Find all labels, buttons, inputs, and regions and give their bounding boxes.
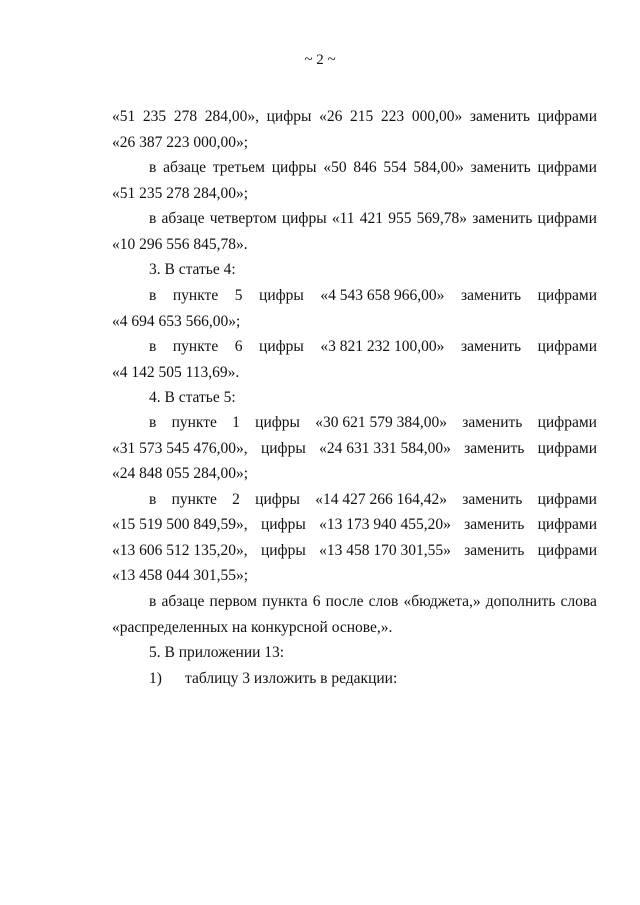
word: 584,00» — [413, 159, 464, 176]
word: цифры — [255, 414, 300, 431]
word: 223 — [380, 108, 405, 125]
word: абзаце — [161, 210, 205, 227]
word: в — [149, 593, 157, 610]
word: 421 — [359, 210, 383, 227]
text-line: «4 142 505 113,69». — [112, 364, 240, 381]
list-item-text: таблицу 3 изложить в редакции: — [185, 670, 398, 687]
word: заменить — [460, 287, 522, 304]
word: «13 606 512 135,20», — [112, 542, 248, 559]
word: «14 427 266 164,42» — [315, 491, 447, 508]
text-line: «26 387 223 000,00»; — [112, 134, 249, 151]
page-number: ~ 2 ~ — [304, 52, 336, 68]
word: 569,78» — [416, 210, 468, 227]
word: заменить — [464, 542, 525, 559]
word: цифры — [255, 491, 300, 508]
word: цифрами — [537, 516, 597, 533]
word: заменить — [469, 108, 530, 125]
text-line: «распределенных на конкурсной основе,». — [112, 619, 393, 636]
word: «3 821 232 100,00» — [320, 338, 445, 355]
list-number: 1) — [149, 670, 162, 687]
text-line: «13 458 044 301,55»; — [112, 567, 249, 584]
word: заменить — [464, 516, 525, 533]
word: 1 — [232, 414, 240, 431]
word: абзаце — [163, 159, 207, 176]
word: пункте — [172, 338, 219, 355]
word: заменить — [470, 159, 531, 176]
text-line — [112, 514, 597, 536]
section-heading: 5. В приложении 13: — [149, 644, 285, 661]
section-heading: 4. В статье 5: — [149, 389, 236, 406]
word: цифрами — [537, 159, 597, 176]
word: цифры — [281, 210, 327, 227]
word: цифрами — [537, 414, 597, 431]
word: цифрами — [537, 338, 597, 355]
word: первом — [209, 593, 257, 610]
word: заменить — [460, 338, 522, 355]
text-line — [149, 208, 597, 230]
text-line: «51 235 278 284,00»; — [112, 185, 249, 202]
section-heading: 3. В статье 4: — [149, 261, 236, 278]
word: заменить — [472, 210, 533, 227]
word: в — [149, 210, 157, 227]
word: 284,00», — [204, 108, 259, 125]
word: 235 — [142, 108, 167, 125]
word: цифры — [260, 542, 306, 559]
word: «51 — [112, 108, 136, 125]
word: цифрами — [537, 542, 597, 559]
word: 554 — [383, 159, 407, 176]
word: заменить — [464, 440, 525, 457]
word: 278 — [173, 108, 198, 125]
word: цифры — [259, 338, 304, 355]
text-line — [112, 438, 597, 460]
word: цифры — [260, 440, 306, 457]
word: «31 573 545 476,00», — [112, 440, 248, 457]
word: слов — [368, 593, 399, 610]
word: в — [149, 287, 157, 304]
word: 2 — [232, 491, 240, 508]
text-line: «10 296 556 845,78». — [112, 236, 248, 253]
word: 846 — [353, 159, 377, 176]
word: пункте — [171, 491, 217, 508]
word: в — [149, 159, 157, 176]
word: дополнить — [485, 593, 556, 610]
word: «15 519 500 849,59», — [112, 516, 248, 533]
text-line — [149, 591, 597, 613]
word: цифры — [271, 159, 317, 176]
word: заменить — [462, 414, 523, 431]
word: «11 — [331, 210, 355, 227]
word: слова — [560, 593, 597, 610]
text-line — [149, 336, 597, 358]
word: «13 173 940 455,20» — [319, 516, 451, 533]
word: «24 631 331 584,00» — [319, 440, 451, 457]
text-line: «24 848 055 284,00»; — [112, 465, 249, 482]
word: «бюджета,» — [403, 593, 481, 610]
text-line — [149, 157, 597, 179]
text-line — [112, 106, 597, 128]
word: в — [149, 338, 157, 355]
word: цифры — [266, 108, 312, 125]
text-line — [149, 285, 597, 307]
word: цифрами — [537, 287, 597, 304]
word: цифрами — [537, 440, 597, 457]
text-line — [112, 540, 597, 562]
word: «13 458 170 301,55» — [319, 542, 451, 559]
word: пункта — [262, 593, 308, 610]
word: третьем — [212, 159, 265, 176]
word: цифрами — [537, 210, 597, 227]
word: пункте — [172, 287, 219, 304]
text-line — [149, 412, 597, 434]
word: цифрами — [537, 108, 597, 125]
word: после — [325, 593, 364, 610]
word: 215 — [350, 108, 374, 125]
word: 5 — [234, 287, 243, 304]
word: цифрами — [537, 491, 597, 508]
word: «26 — [319, 108, 343, 125]
word: «30 621 579 384,00» — [315, 414, 447, 431]
text-line: «4 694 653 566,00»; — [112, 313, 241, 330]
word: в — [149, 491, 157, 508]
word: 6 — [234, 338, 243, 355]
word: цифры — [260, 516, 306, 533]
word: в — [149, 414, 157, 431]
word: 6 — [312, 593, 321, 610]
word: «50 — [323, 159, 347, 176]
word: цифры — [259, 287, 304, 304]
word: 955 — [388, 210, 412, 227]
word: абзаце — [161, 593, 205, 610]
word: заменить — [462, 491, 523, 508]
word: «4 543 658 966,00» — [320, 287, 445, 304]
text-line — [149, 489, 597, 511]
word: пункте — [171, 414, 217, 431]
word: 000,00» — [411, 108, 463, 125]
word: четвертом — [209, 210, 277, 227]
